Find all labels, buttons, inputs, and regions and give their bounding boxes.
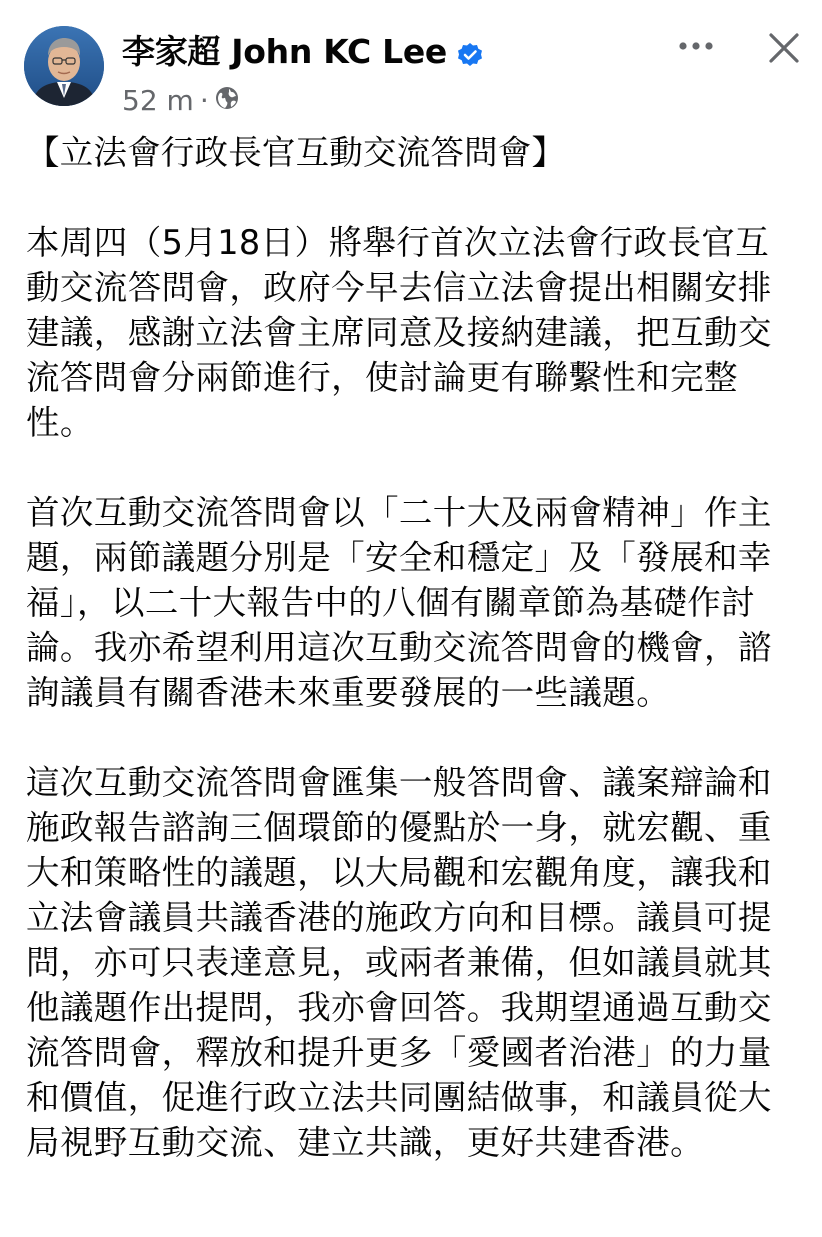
post-title: 【立法會行政長官互動交流答問會】	[26, 133, 566, 172]
more-options-icon	[678, 41, 714, 51]
meta-separator: ·	[199, 83, 209, 117]
post-meta	[122, 80, 239, 120]
verified-badge-icon	[457, 37, 483, 63]
post-paragraph: 這次互動交流答問會匯集一般答問會、議案辯論和施政報告諮詢三個環節的優點於一身，就宏觀、重大和策略性的議題，以大局觀和宏觀角度，讓我和立法會議員共議香港的施政方向和目標。議員可提問，亦可只表達意見，或兩者兼備，但如議員就其他議題作出提問，我亦會回答。我期望通過互動交流答問會，釋放和提升更多「愛國者治港」的力量和價值，促進行政立法共同團結做事，和議員從大局視野互動交流、建立共識，更好共建香港。	[26, 763, 772, 1162]
author-name[interactable]: 李家超 John KC Lee	[122, 31, 448, 71]
timestamp[interactable]: 52 m	[122, 83, 194, 117]
more-options-button[interactable]	[672, 26, 720, 66]
post-header	[0, 0, 822, 120]
author-name-row[interactable]	[122, 26, 483, 72]
close-icon	[768, 32, 800, 64]
avatar-photo	[24, 26, 104, 106]
post-paragraph: 本周四（5月18日）將舉行首次立法會行政長官互動交流答問會，政府今早去信立法會提出相關安排建議，感謝立法會主席同意及接納建議，把互動交流答問會分兩節進行，使討論更有聯繫性和完整性。	[26, 223, 772, 442]
avatar[interactable]	[24, 26, 104, 106]
close-button[interactable]	[760, 26, 808, 70]
post-paragraph: 首次互動交流答問會以「二十大及兩會精神」作主題，兩節議題分別是「安全和穩定」及「發展和幸福」，以二十大報告中的八個有關章節為基礎作討論。我亦希望利用這次互動交流答問會的機會，諮詢議員有關香港未來重要發展的一些議題。	[26, 493, 772, 712]
globe-icon[interactable]	[215, 84, 239, 108]
post-body	[26, 130, 801, 1210]
